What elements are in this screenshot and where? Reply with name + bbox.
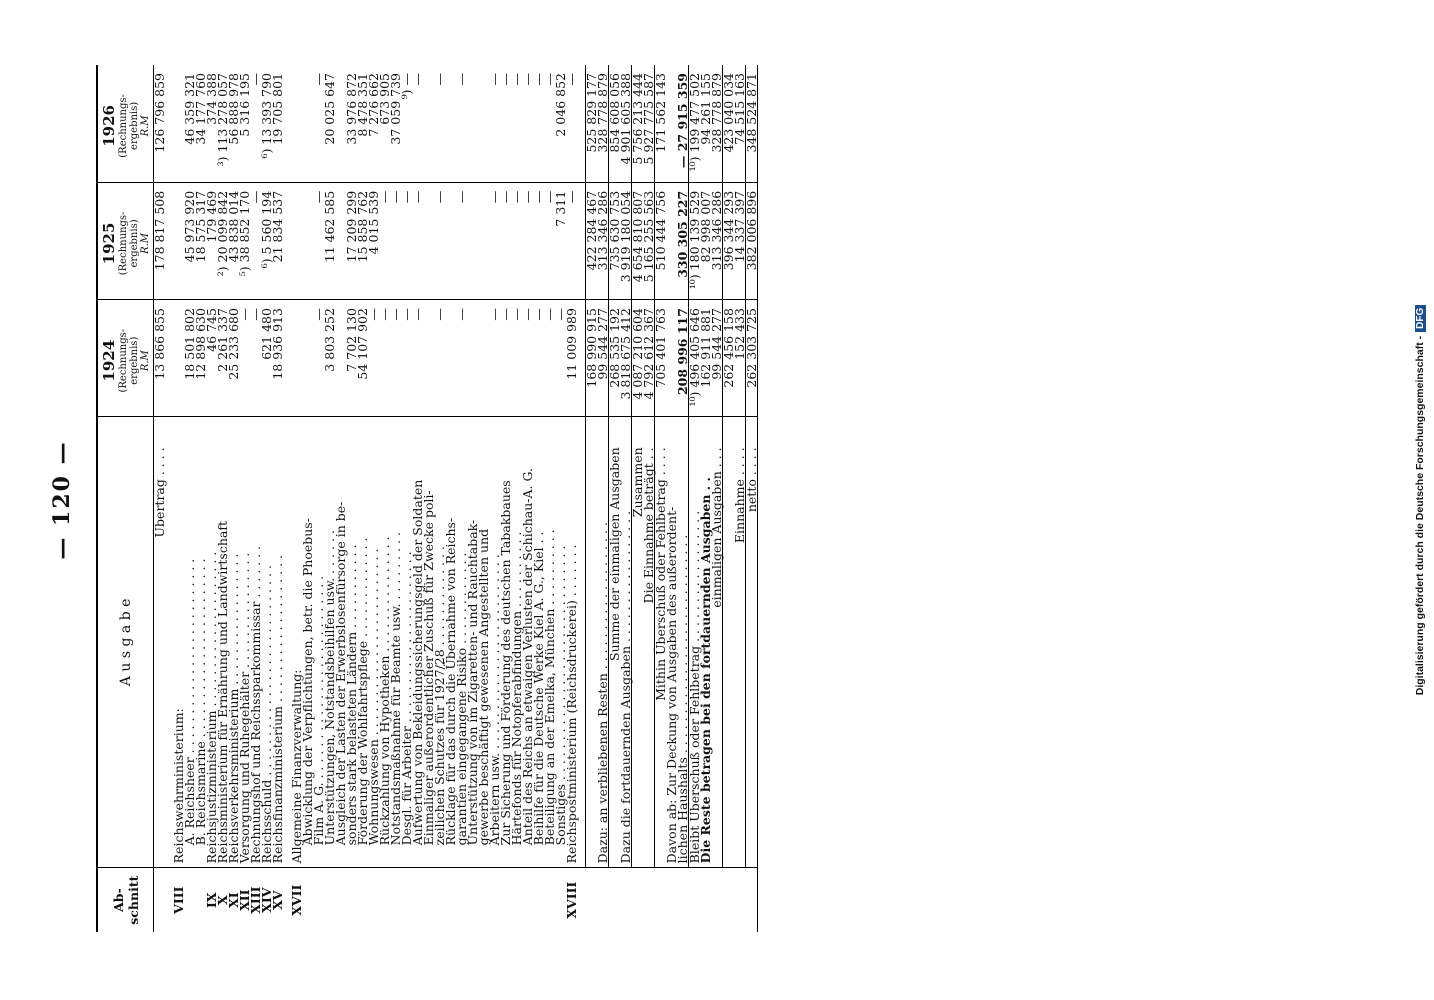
item-description: Unterstützung von im Zigaretten- und Rauchtabak- <box>467 417 478 868</box>
section-number <box>711 868 723 932</box>
value-1926: 7 276 662 <box>366 73 381 137</box>
section-number: X <box>217 868 228 932</box>
value-1924: — <box>522 300 533 417</box>
value-1925: — <box>544 182 555 299</box>
value-1926: 5 927 775 587 <box>641 73 656 165</box>
value-1924: — <box>390 300 401 417</box>
value-1924: 162 911 881 <box>700 300 711 417</box>
section-number <box>620 868 632 932</box>
value-1926: 56 888 978 <box>226 73 241 145</box>
value-1924: 4 792 612 367 <box>643 300 655 417</box>
section-number <box>346 868 357 932</box>
value-1925: — <box>434 182 445 299</box>
value-1926: ⁶) 13 393 790 <box>259 73 274 159</box>
value-1924: 7 702 130 <box>346 300 357 417</box>
item-description: Reichsjustizministerium . . . . . . . . . . . . . . . . . . . . <box>206 417 217 868</box>
item-description: B. Reichsmarine . . . . . . . . . . . . . . . . . . . . . . . <box>195 417 206 868</box>
section-number: XV <box>272 868 283 932</box>
item-description: Reichspostministerium (Reichsdruckerei) . . . . . . . <box>566 417 577 868</box>
section-number <box>434 868 445 932</box>
value-1925: — <box>313 182 324 299</box>
section-number: IX <box>206 868 217 932</box>
value-1925: — <box>533 182 544 299</box>
section-number <box>478 868 489 932</box>
value-1924: — <box>500 300 511 417</box>
year-label: 1925 <box>100 222 118 265</box>
value-1925: 11 462 585 <box>324 182 335 299</box>
value-1925: 17 209 299 <box>346 182 357 299</box>
section-number <box>335 868 346 932</box>
table-row <box>272 65 283 932</box>
value-1926: 2 046 852 <box>553 73 568 137</box>
value-1925: 15 858 762 <box>357 182 368 299</box>
value-1925: ²) 20 099 842 <box>217 182 228 299</box>
section-number <box>544 868 555 932</box>
value-1924: — <box>511 300 522 417</box>
section-number <box>412 868 423 932</box>
section-number: XI <box>228 868 239 932</box>
section-number <box>723 868 735 932</box>
value-1925: 510 444 756 <box>655 182 667 299</box>
header-year-1926 <box>97 65 154 182</box>
value-1925: ⁶) 5 560 194 <box>261 182 272 299</box>
value-1926: 374 388 <box>204 73 219 125</box>
section-number <box>456 868 467 932</box>
item-description: zeilichen Schutzes für 1927/28 . . . . . . . . . . . . . <box>434 417 445 868</box>
value-1925: ⁵) 38 852 170 <box>239 182 250 299</box>
item-description: Rücklage für das durch die Übernahme von Reichs- <box>445 417 456 868</box>
value-1926: — <box>248 73 263 86</box>
item-description: Versorgung und Ruhegehälter . . . . . . . . . . . . . . . <box>239 417 250 868</box>
value-1925: — <box>522 182 533 299</box>
section-number <box>689 868 701 932</box>
value-1925: 21 834 537 <box>272 182 283 299</box>
item-description: Unterstützungen, Notstandsbeihilfen usw. . . . . . . <box>324 417 335 868</box>
item-description: Dazu: an verbliebenen Resten . . . . . . . . . . . . . . . . . . . <box>597 417 609 868</box>
value-1925: — <box>511 182 522 299</box>
value-1925: — <box>566 182 577 299</box>
value-1925: 14 337 397 <box>734 182 746 299</box>
page-number: — 120 — <box>49 440 75 560</box>
value-1926 <box>291 65 302 182</box>
value-1926: — <box>432 73 447 86</box>
value-1924: 18 936 913 <box>272 300 283 417</box>
value-1925: — <box>379 182 390 299</box>
section-number <box>368 868 379 932</box>
header-year-1924 <box>97 300 154 417</box>
value-1924: 152 433 <box>734 300 746 417</box>
section-number <box>379 868 390 932</box>
header-ausgabe: A u s g a b e <box>97 417 154 868</box>
item-description: Rechnungshof und Reichssparkommissar . . . . . . . <box>250 417 261 868</box>
item-description: Reichsfinanzministerium . . . . . . . . . . . . . . . . . . . <box>272 417 283 868</box>
value-1925: — <box>489 182 500 299</box>
value-1924: — <box>401 300 412 417</box>
value-1924: — <box>456 300 467 417</box>
value-1925: — <box>456 182 467 299</box>
value-1925: 396 344 293 <box>723 182 735 299</box>
table-header <box>97 65 154 932</box>
item-description: Aufwertung von Bekleidungssicherungsgeld der Soldaten <box>412 417 423 868</box>
value-1925: 45 973 920 <box>184 182 195 299</box>
value-1925: — <box>250 182 261 299</box>
dfg-logo: DFG <box>1415 305 1426 332</box>
value-1926: — <box>410 73 425 86</box>
value-1925: 330 305 227 <box>677 182 689 299</box>
item-description: Zusammen <box>632 417 644 868</box>
section-number <box>533 868 544 932</box>
value-1926: — 27 915 359 <box>675 73 690 169</box>
section-number <box>324 868 335 932</box>
value-1924: — <box>379 300 390 417</box>
section-number <box>746 868 758 932</box>
item-description: Abwicklung der Verpflichtungen, betr. die Phoebus- <box>302 417 313 868</box>
digitization-text: Digitalisierung gefördert durch die Deutsche Forschungsgemeinschaft - <box>1414 335 1426 696</box>
value-1926: 423 040 034 <box>723 65 735 182</box>
value-1925: 313 346 286 <box>597 182 609 299</box>
year-sub: (Rechnungs-ergebnis) <box>118 328 140 393</box>
value-1924: 99 544 277 <box>597 300 609 417</box>
section-number <box>597 868 609 932</box>
value-1926: 34 177 760 <box>193 73 208 145</box>
value-1926: — <box>487 73 502 86</box>
value-1925: 18 575 317 <box>195 182 206 299</box>
header-section: Ab-schnitt <box>97 868 154 932</box>
value-1926: 74 515 163 <box>732 73 747 145</box>
section-number <box>522 868 533 932</box>
value-1925: 422 284 467 <box>586 182 598 299</box>
year-unit: R.M <box>140 232 151 254</box>
section-number <box>655 868 667 932</box>
value-1925: — <box>401 182 412 299</box>
digitization-note <box>1414 0 1426 1000</box>
section-number <box>511 868 522 932</box>
item-description: Summe der einmaligen Ausgaben <box>609 417 621 868</box>
value-1925: — <box>412 182 423 299</box>
value-1925: 313 346 286 <box>711 182 723 299</box>
value-1925: 7 311 <box>555 182 566 299</box>
value-1926: 19 705 801 <box>270 73 285 145</box>
item-description: Ausgleich der Lasten der Erwerbslosenfürsorge in be- <box>335 417 346 868</box>
value-1924: — <box>434 300 445 417</box>
value-1924: 13 866 855 <box>154 300 166 417</box>
value-1926: — <box>498 73 513 86</box>
section-number: VIII <box>173 868 184 932</box>
table-body <box>154 65 758 932</box>
table-row <box>566 65 577 932</box>
value-1924: 262 303 725 <box>746 300 758 417</box>
value-1924: — <box>368 300 379 417</box>
year-sub: (Rechnungs-ergebnis) <box>118 94 140 158</box>
section-number <box>489 868 500 932</box>
item-description: Rückzahlung von Hypotheken . . . . . . . . . . . . . . . <box>379 417 390 868</box>
value-1925: 3 919 180 054 <box>620 182 632 299</box>
item-description: Arbeitern usw. . . . . . . . . . . . . . . . . . . . . . . . . . <box>489 417 500 868</box>
value-1926: 20 025 647 <box>322 73 337 145</box>
value-1924: 3 803 252 <box>324 300 335 417</box>
section-number <box>666 868 677 932</box>
value-1925: 4 654 810 807 <box>632 182 644 299</box>
value-1926: 171 562 143 <box>655 65 667 182</box>
section-number <box>467 868 478 932</box>
value-1924: 705 401 763 <box>655 300 667 417</box>
budget-table <box>96 65 758 932</box>
value-1926: 525 829 177 <box>586 65 598 182</box>
section-number: XVII <box>291 868 302 932</box>
value-1924: — <box>412 300 423 417</box>
section-number <box>423 868 434 932</box>
item-description: Reichsministerium für Ernährung und Landwirtschaft <box>217 417 228 868</box>
value-1924: 54 107 902 <box>357 300 368 417</box>
value-1925: 43 838 014 <box>228 182 239 299</box>
value-1926: 5 756 213 444 <box>632 65 644 182</box>
item-description: einmaligen Ausgaben . . . <box>711 417 723 868</box>
section-number: XIII <box>250 868 261 932</box>
value-1924: — <box>544 300 555 417</box>
value-1925: 382 006 896 <box>746 182 758 299</box>
item-description: Allgemeine Finanzverwaltung: <box>291 417 302 868</box>
section-number <box>154 868 166 932</box>
section-number <box>313 868 324 932</box>
value-1926: — <box>311 73 326 86</box>
value-1926: 126 796 859 <box>152 73 167 153</box>
value-1924: 621 480 <box>261 300 272 417</box>
section-number: XVIII <box>566 868 577 932</box>
year-unit: R.M <box>140 115 151 137</box>
section-number <box>445 868 456 932</box>
item-description: Desgl. für Arbeiter . . . . . . . . . . . . . . . . . . . . . . <box>401 417 412 868</box>
value-1926: — <box>531 73 546 86</box>
value-1926: 854 608 056 <box>609 65 621 182</box>
value-1925: 179 469 <box>206 182 217 299</box>
value-1924: 11 009 989 <box>566 300 577 417</box>
item-description: Zur Sicherung und Förderung des deutschen Tabakbaues <box>500 417 511 868</box>
value-1925: — <box>500 182 511 299</box>
table-row <box>154 65 166 932</box>
year-unit: R.M <box>140 350 151 372</box>
section-number <box>390 868 401 932</box>
value-1924: 168 990 915 <box>586 300 598 417</box>
value-1926: — <box>454 73 469 86</box>
value-1924: 25 233 680 <box>228 300 239 417</box>
year-sub: (Rechnungs-ergebnis) <box>118 211 140 276</box>
item-description: Dazu die fortdauernden Ausgaben . . . . . . . . . . . . . . . . . <box>620 417 632 868</box>
item-description: Übertrag . . . . <box>154 417 166 868</box>
section-number <box>401 868 412 932</box>
value-1926: — <box>520 73 535 86</box>
value-1925: 178 817 508 <box>154 182 166 299</box>
value-1925: 4 015 539 <box>368 182 379 299</box>
item-description: Bleibt Überschuß oder Fehlbetrag . . . . . . . . . . . . . . . . . <box>689 417 701 868</box>
item-description: sonders stark belasteten Ländern . . . . . . . . . . . <box>346 417 357 868</box>
item-description: Die Einnahme beträgt . . <box>643 417 655 868</box>
item-description: gewerbe beschäftigt gewesenen Angestellten und <box>478 417 489 868</box>
section-number: XIV <box>261 868 272 932</box>
item-description: Reichsschuld . . . . . . . . . . . . . . . . . . . . . . . . . . . <box>261 417 272 868</box>
section-number <box>700 868 711 932</box>
item-description: Förderung der Wohlfahrtspflege . . . . . . . . . . . . . <box>357 417 368 868</box>
item-description: Härtefonds für Notopferabfindungen . . . . . . . . . . <box>511 417 522 868</box>
section-number <box>357 868 368 932</box>
value-1924: — <box>489 300 500 417</box>
value-1926: 8 478 351 <box>355 73 370 137</box>
value-1924: — <box>250 300 261 417</box>
value-1926: ¹⁰) 199 477 502 <box>689 65 701 182</box>
value-1926: 5 316 195 <box>237 73 252 137</box>
value-1926: 94 261 155 <box>698 73 713 145</box>
table-row <box>746 65 758 932</box>
value-1926: — <box>564 73 579 86</box>
value-1924: 18 501 802 <box>184 300 195 417</box>
value-1926: 37 059 739 <box>388 73 403 145</box>
item-description: Beihilfe für die Deutsche Werke Kiel A. G., Kiel . . <box>533 417 544 868</box>
item-description: Reichswehrministerium: <box>173 417 184 868</box>
item-description: Wohnungswesen . . . . . . . . . . . . . . . . . . . . . . . . <box>368 417 379 868</box>
value-1926: — <box>509 73 524 86</box>
section-number <box>632 868 644 932</box>
value-1926: 673 905 <box>377 73 392 125</box>
item-description: Notstandsmaßnahme für Beamte usw. . . . . . . . . . <box>390 417 401 868</box>
item-description: lichen Haushalts . . . . . . . . . . . . . . . . . . . . . . . . . . . . <box>677 417 689 868</box>
section-number <box>734 868 746 932</box>
value-1926: 348 524 871 <box>746 65 758 182</box>
year-label: 1926 <box>100 105 118 147</box>
year-label: 1924 <box>100 339 118 382</box>
value-1926: 33 976 872 <box>344 73 359 145</box>
item-description: Einnahme . . . . <box>734 417 746 868</box>
item-description: Die Reste betragen bei den fortdauernden Ausgaben . . <box>700 417 711 868</box>
item-description: Reichsverkehrsministerium . . . . . . . . . . . . . . . . . <box>228 417 239 868</box>
value-1926: 46 359 321 <box>182 73 197 145</box>
value-1925 <box>291 182 302 299</box>
section-number <box>609 868 621 932</box>
value-1924: 2 261 337 <box>217 300 228 417</box>
section-number: XII <box>239 868 250 932</box>
value-1924: ¹⁰) 496 405 646 <box>689 300 701 417</box>
item-description: Beteiligung an der Emelka, München . . . . . . . . . . <box>544 417 555 868</box>
value-1924: 12 898 630 <box>195 300 206 417</box>
value-1924: 3 818 675 412 <box>620 300 632 417</box>
value-1924: — <box>533 300 544 417</box>
value-1926: ³) 113 278 057 <box>215 73 230 167</box>
value-1924: — <box>239 300 250 417</box>
value-1926: — <box>542 73 557 86</box>
value-1924: 4 087 210 604 <box>632 300 644 417</box>
section-number <box>586 868 598 932</box>
item-description: A. Reichsheer . . . . . . . . . . . . . . . . . . . . . . . . . <box>184 417 195 868</box>
section-number <box>643 868 655 932</box>
item-description: Davon ab: Zur Deckung von Ausgaben des außerordent- <box>666 417 677 868</box>
value-1924: — <box>555 300 566 417</box>
value-1926: 328 778 879 <box>709 73 724 153</box>
item-description: Anteil des Reichs an etwaigen Verlusten der Schichau-A. G. <box>522 417 533 868</box>
item-description: netto . . . . <box>746 417 758 868</box>
value-1924: 99 544 277 <box>711 300 723 417</box>
value-1926: 328 778 879 <box>595 73 610 153</box>
item-description: Einmaliger außerordentlicher Zuschuß für Zwecke poli- <box>423 417 434 868</box>
value-1924: 208 996 117 <box>677 300 689 417</box>
section-number <box>677 868 689 932</box>
value-1924: 46 745 <box>206 300 217 417</box>
item-description: Sonstiges . . . . . . . . . . . . . . . . . . . . . . . . . . . . . . <box>555 417 566 868</box>
section-number <box>500 868 511 932</box>
value-1924: 262 456 158 <box>723 300 735 417</box>
value-1925: ¹⁰) 180 139 529 <box>689 182 701 299</box>
value-1926: ⁹) — <box>399 73 414 100</box>
value-1926: 4 901 605 388 <box>618 73 633 165</box>
item-description: garantien eingegangene Risiko . . . . . . . . . . . . <box>456 417 467 868</box>
value-1924: 268 535 192 <box>609 300 621 417</box>
value-1924: — <box>313 300 324 417</box>
value-1924 <box>291 300 302 417</box>
item-description: Mithin Überschuß oder Fehlbetrag . . . . <box>655 417 667 868</box>
value-1925: 82 998 007 <box>700 182 711 299</box>
value-1925: 5 165 255 563 <box>643 182 655 299</box>
header-year-1925 <box>97 182 154 299</box>
value-1925: 735 630 753 <box>609 182 621 299</box>
item-description: Film A. G. . . . . . . . . . . . . . . . . . . . . . . . . . . <box>313 417 324 868</box>
value-1925: — <box>390 182 401 299</box>
